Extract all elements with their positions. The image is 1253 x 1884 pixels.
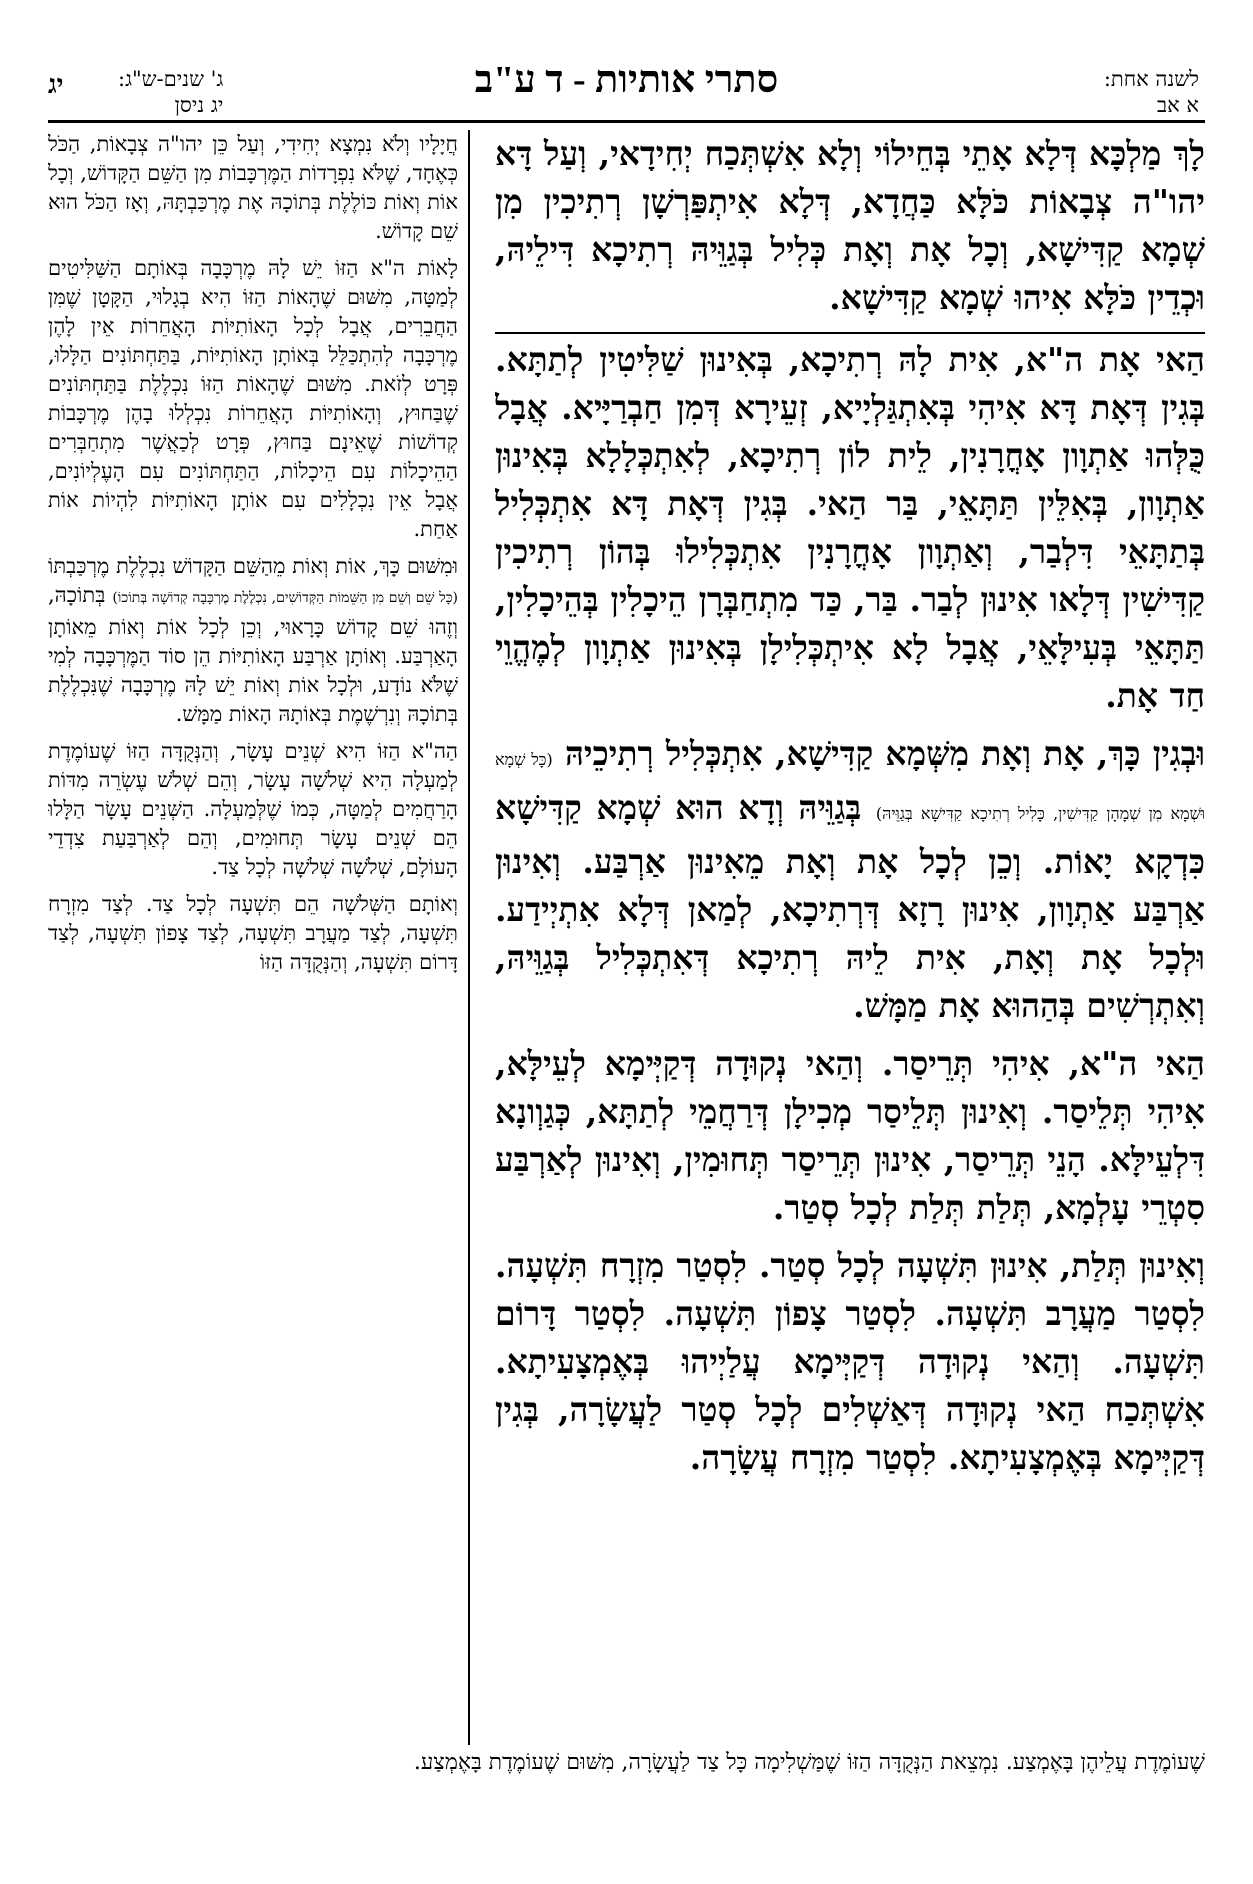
aramaic-text: וּבְגִין כָּךְ, אָת וְאָת מִשְּׁמָא קַדִּישָׁא, אִתְכְּלִיל רְתִיכֵיהּ	[564, 734, 1205, 773]
page-header	[48, 48, 1205, 123]
inline-explanation: (כָּל שְׁמָא וּשְׁמָא מִן שְׁמָהָן קַדִּישִׁין, כָּלִיל רְתִיכָא קַדִּישָׁא בְּגַוֵּיהּ)	[495, 750, 1205, 823]
column-divider	[468, 130, 470, 1745]
translation-text: בְּתוֹכָהּ, וְזֶהוּ שֵׁם קָדוֹשׁ כָּרָאוּי, וְכֵן לְכָל אוֹת וְאוֹת מֵאוֹתָן הָאַרְבַּע. וְאוֹתָן אַרְבַּע הָאוֹתִיּוֹת הֵן סוֹד הַמֶּרְכָּבָה לְמִי שֶׁלֹּא נוֹדָע, וּלְכָל אוֹת וְאוֹת יֵשׁ לָהּ מֶרְכָּבָה שֶׁנִּכְלֶלֶת בְּתוֹכָהּ וְנִרְשֶׁמֶת בְּאוֹתָהּ הָאוֹת מַמָּשׁ.	[48, 583, 458, 726]
schedule-label: לשנה אחת:	[1103, 67, 1199, 91]
aramaic-paragraph: לָךְ מַלְכָּא דְּלָא אָתֵי בְּחֵילוֹי וְלָא אִשְׁתְּכַח יְחִידָאי, וְעַל דָּא יהו"ה צְבָאוֹת כֹּלָּא כַּחֲדָא, דְּלָא אִיתְפַּרְשָׁן רְתִיכִין מִן שְׁמָא קַדִּישָׁא, וְכָל אָת וְאָת כְּלִיל בְּגַוֵּיהּ רְתִיכָא דִּילֵיהּ, וּכְדֵין כֹּלָּא אִיהוּ שְׁמָא קַדִּישָׁא.	[495, 134, 1205, 317]
aramaic-text: בְּגַוֵּיהּ וְדָא הוּא שְׁמָא קַדִּישָׁא כִּדְקָא יָאוֹת. וְכֵן לְכָל אָת וְאָת מֵאִינוּן אַרְבַּע. וְאִינוּן אַרְבַּע אַתְוָון, אִינוּן רָזָא דְּרְתִיכָא, לְמַאן דְּלָא אִתְיְידַע. וּלְכָל אָת וְאָת, אִית לֵיהּ רְתִיכָא דְּאִתְכְּלִיל בְּגַוֵּיהּ, וְאִתְרְשִׁים בְּהַהוּא אָת מַמָּשׁ.	[495, 788, 1205, 1025]
aramaic-paragraph: הַאי ה"א, אִיהִי תְּרֵיסַר. וְהַאי נְקוּדָה דְּקַיְּימָא לְעֵילָּא, אִיהִי תְּלֵיסַר. וְאִינוּן תְּלֵיסַר מְכִילָן דְּרַחֲמֵי לְתַתָּא, כְּגַוְונָא דִּלְעֵילָּא. הָנֵי תְּרֵיסַר, אִינוּן תְּרֵיסַר תְּחוּמִין, וְאִינוּן לְאַרְבַּע סִטְרֵי עָלְמָא, תְּלַת תְּלַת לְכָל סְטַר.	[495, 1044, 1205, 1227]
header-divider	[48, 120, 1205, 123]
aramaic-paragraph	[495, 730, 1205, 1030]
page-title: סתרי אותיות - ד ע"ב	[474, 59, 779, 101]
translation-paragraph	[48, 552, 458, 729]
translation-paragraph: לָאוֹת ה"א הַזּוֹ יֵשׁ לָהּ מֶרְכָּבָה בְּאוֹתָם הַשַּׁלִּיטִים לְמַטָּה, מִשּׁוּם שֶׁהָאוֹת הַזּוֹ הִיא בְגָלוּי, הַקָּטָן שֶׁמִּן הַחֲבֵרִים, אֲבָל לְכָל הָאוֹתִיּוֹת הָאֲחֵרוֹת אֵין לָהֶן מֶרְכָּבָה לְהִתְכַּלֵּל בְּאוֹתָן הָאוֹתִיּוֹת, בַּתַּחְתּוֹנִים הַלָּלוּ, פְּרָט לְזֹאת. מִשּׁוּם שֶׁהָאוֹת הַזּוֹ נִכְלֶלֶת בַּתַּחְתּוֹנִים שֶׁבַּחוּץ, וְהָאוֹתִיּוֹת הָאֲחֵרוֹת נִכְלְלוּ בָהֶן מֶרְכָּבוֹת קְדוֹשׁוֹת שֶׁאֵינָם בַּחוּץ, פְּרָט לְכַאֲשֶׁר מִתְחַבְּרִים הַהֵיכָלוֹת עִם הֵיכָלוֹת, הַתַּחְתּוֹנִים עִם הָעֶלְיוֹנִים, אֲבָל אֵין נִכְלָלִים עִם אוֹתָן הָאוֹתִיּוֹת לִהְיוֹת אוֹת אַחַת.	[48, 256, 458, 541]
aramaic-text-column	[495, 130, 1205, 1745]
aramaic-paragraph: וְאִינוּן תְּלַת, אִינוּן תִּשְׁעָה לְכָל סְטַר. לִסְטַר מִזְרָח תִּשְׁעָה. לִסְטַר מַעֲרָב תִּשְׁעָה. לִסְטַר צָפוֹן תִּשְׁעָה. לִסְטַר דָּרוֹם תִּשְׁעָה. וְהַאי נְקוּדָה דְּקַיְּימָא עֲלַיְיהוּ בְּאֶמְצָעִיתָא. אִשְׁתְּכַח הַאי נְקוּדָה דְּאַשְׁלִים לְכָל סְטַר לַעֲשָׂרָה, בְּגִין דְּקַיְּימָא בְּאֶמְצָעִיתָא. לִסְטַר מִזְרָח עֲשָׂרָה.	[495, 1246, 1205, 1477]
inline-explanation: (כָּל שֵׁם וְשֵׁם מִן הַשֵּׁמוֹת הַקְּדוֹשִׁים, נִכְלֶלֶת מֶרְכָּבָה קְדוֹשָׁה בְּתוֹכוֹ)	[112, 590, 458, 606]
schedule-label: ג' שנים-ש"ג:	[118, 67, 224, 91]
translation-continuation-line: שֶׁעוֹמֶדֶת עֲלֵיהֶן בָּאֶמְצַע. נִמְצֵאת הַנְּקֻדָּה הַזּוֹ שֶׁמַּשְׁלִימָה כָּל צַד לַעֲשָׂרָה, מִשּׁוּם שֶׁעוֹמֶדֶת בָּאֶמְצַע.	[413, 1750, 1205, 1775]
translation-text: וּמִשּׁוּם כָּךְ, אוֹת וְאוֹת מֵהַשֵּׁם הַקָּדוֹשׁ נִכְלֶלֶת מֶרְכַּבְתּוֹ	[48, 554, 458, 578]
hebrew-translation-column	[48, 130, 458, 1745]
translation-paragraph: חֲיָלָיו וְלֹא נִמְצָא יְחִידִי, וְעַל כֵּן יהו"ה צְבָאוֹת, הַכֹּל כְּאֶחָד, שֶׁלֹּא נִפְרָדוֹת הַמֶּרְכָּבוֹת מִן הַשֵּׁם הַקָּדוֹשׁ, וְכָל אוֹת וְאוֹת כּוֹלֶלֶת בְּתוֹכָהּ אֶת מֶרְכַּבְתָּהּ, וְאָז הַכֹּל הוּא שֵׁם קָדוֹשׁ.	[48, 132, 458, 243]
schedule-date: א אב	[1157, 93, 1199, 117]
translation-paragraph: וְאוֹתָם הַשְּׁלֹשָׁה הֵם תִּשְׁעָה לְכָל צַד. לְצַד מִזְרָח תִּשְׁעָה, לְצַד מַעֲרָב תִּשְׁעָה, לְצַד צָפוֹן תִּשְׁעָה, לְצַד דָּרוֹם תִּשְׁעָה, וְהַנְּקֻדָּה הַזּוֹ	[48, 892, 458, 974]
study-schedule-three-years	[118, 66, 223, 118]
translation-paragraph: הַה"א הַזּוֹ הִיא שְׁנֵים עָשָׂר, וְהַנְּקֻדָּה הַזּוֹ שֶׁעוֹמֶדֶת לְמַעְלָה הִיא שְׁלֹשָׁה עָשָׂר, וְהֵם שְׁלֹשׁ עֶשְׂרֵה מִדּוֹת הָרַחֲמִים לְמַטָּה, כְּמוֹ שֶׁלְּמַעְלָה. הַשְּׁנֵים עָשָׂר הַלָּלוּ הֵם שְׁנֵים עָשָׂר תְּחוּמִים, וְהֵם לְאַרְבַּעַת צִדְדֵי הָעוֹלָם, שְׁלֹשָׁה שְׁלֹשָׁה לְכָל צַד.	[48, 739, 458, 879]
page-number: יג	[48, 70, 64, 100]
schedule-date: יג ניסן	[174, 93, 224, 117]
aramaic-paragraph: הַאי אָת ה"א, אִית לָהּ רְתִיכָא, בְּאִינוּן שַׁלִּיטִין לְתַתָּא. בְּגִין דְּאָת דָּא אִיהִי בְּאִתְגַּלְיָיא, זְעֵירָא דְּמִן חַבְרַיָּיא. אֲבָל כֻּלְּהוּ אַתְוָון אָחֳרָנִין, לֵית לוֹן רְתִיכָא, לְאִתְכְּלָלָא בְּאִינוּן אַתְוָון, בְּאִלֵּין תַּתָּאֵי, בַּר הַאי. בְּגִין דְּאָת דָּא אִתְכְּלִיל בְּתַתָּאֵי דִּלְבַר, וְאַתְוָון אָחֳרָנִין אִתְכְּלִילוּ בְּהוֹן רְתִיכִין קַדִּישִׁין דְּלָאו אִינוּן לְבַר. בַּר, כַּד מִתְחַבְּרָן הֵיכָלִין בְּהֵיכָלִין, תַּתָּאֵי בְּעִילָּאֵי, אֲבָל לָא אִיתְכְּלִילָן בְּאִינוּן אַתְוָון לְמֶהֱוֵי חַד אָת.	[495, 332, 1205, 720]
